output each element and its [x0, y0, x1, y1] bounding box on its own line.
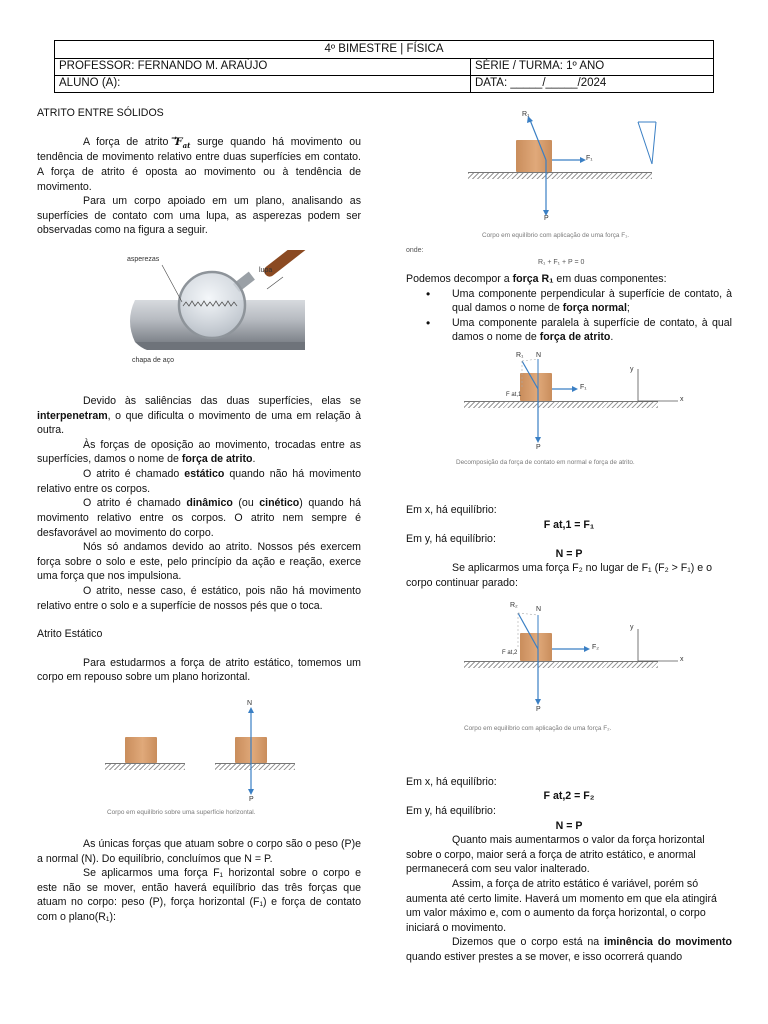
- label-x-fig5: x: [680, 655, 684, 663]
- paragraph-decompor: Podemos decompor a força R₁ em duas componentes:: [406, 273, 667, 285]
- label-N: N: [247, 700, 253, 707]
- force-arrows-fig4: [406, 351, 732, 491]
- header-row-teacher: [55, 58, 713, 75]
- subsection-title: Atrito Estático: [37, 628, 103, 641]
- paragraph-iminencia: Dizemos que o corpo está na iminência do movimento quando estiver prestes a se mover, e isso ocorrerá quando: [406, 936, 732, 964]
- label-asperezas: asperezas: [127, 256, 160, 264]
- label-R1-fig4: R₁: [516, 352, 524, 360]
- label-y-fig4: y: [630, 366, 634, 374]
- list-item: • Uma componente paralela à superfície de contato, à qual damos o nome de força de atrito.: [426, 316, 732, 345]
- force-arrows-fig2: [37, 699, 361, 819]
- figure-decomposition: [406, 351, 732, 491]
- paragraph-dinamico: O atrito é chamado dinâmico (ou cinético) quando há movimento relativo entre os corpos. O atrito nem sempre é desfavorável ao movimento do corpo.: [37, 497, 361, 539]
- header-title: 4º BIMESTRE | FÍSICA: [324, 42, 444, 55]
- paragraph-saliencias: Devido às saliências das duas superfícies, elas se interpenetram, o que dificulta o movimento de uma em relação à outra.: [37, 395, 361, 437]
- label-lupa: lupa: [259, 267, 273, 275]
- label-onde: onde:: [406, 247, 424, 254]
- label-chapa: chapa de aço: [132, 357, 175, 365]
- figure-equilibrium-F2: [406, 601, 732, 757]
- paragraph-estatico-pes: O atrito, nesse caso, é estático, pois não há movimento relativo entre o solo e a superfície de nossos pés que o toca.: [37, 584, 361, 612]
- label-N-fig4: N: [536, 352, 542, 360]
- components-list: [426, 287, 732, 345]
- text-equilibrio-x-2: Em x, há equilíbrio:: [406, 775, 497, 788]
- label-P-fig4: P: [536, 444, 541, 452]
- figure-blocks-equilibrium: [37, 699, 361, 819]
- equation-fig3: R₁ + F₁ + P = 0: [538, 259, 585, 266]
- section-title: ATRITO ENTRE SÓLIDOS: [37, 107, 164, 119]
- equation-fat1: F at,1 = F₁: [543, 518, 595, 531]
- equation-fat2: F at,2 = F₂: [543, 790, 595, 803]
- label-P-fig3: P: [544, 215, 549, 222]
- label-Fat1: F at,1: [506, 392, 522, 399]
- caption-fig5: Corpo em equilíbrio com aplicação de uma força F₂.: [464, 724, 612, 732]
- student-cell: ALUNO (A):: [55, 76, 471, 92]
- force-arrows-fig3: [406, 108, 732, 268]
- teacher-cell: PROFESSOR: FERNANDO M. ARAÚJO: [55, 59, 471, 75]
- left-column: [37, 106, 361, 925]
- paragraph-intro: A força de atrito $F_{at}$ surge quando há movimento ou tendência de movimento relativo entre duas superfícies em contato. A força de atrito é oposta ao movimento ou à tendência de movimento.: [37, 135, 361, 193]
- magnifier-illustration: [37, 250, 361, 376]
- paragraph-variavel: Assim, a força de atrito estático é variável, porém só aumenta até certo limite. Haverá um momento em que ela atingirá um valor máximo e, com o aumento da força horizontal, o corpo iniciará o movimento.: [406, 877, 717, 934]
- caption-fig4: Decomposição da força de contato em normal e força de atrito.: [456, 459, 635, 467]
- text-equilibrio-y-1: Em y, há equilíbrio:: [406, 533, 496, 546]
- label-R2: R₂: [510, 601, 518, 609]
- paragraph-forca-F1: Se aplicarmos uma força F₁ horizontal sobre o corpo e este não se mover, então haverá equilíbrio das três forças que atuam no corpo: peso (P), força horizontal (F₁) e força de contato com o plano(R₁):: [37, 867, 361, 924]
- caption-fig2: Corpo em equilíbrio sobre uma superfície horizontal.: [107, 809, 256, 816]
- equation-N-P-1: N = P: [555, 547, 583, 560]
- header-title-row: [55, 41, 713, 58]
- paragraph-forca-atrito: Às forças de oposição ao movimento, trocadas entre as superfícies, damos o nome de força de atrito.: [37, 438, 361, 466]
- label-R1: R₁: [522, 111, 530, 118]
- list-item: • Uma componente perpendicular à superfície de contato, à qual damos o nome de força normal;: [426, 287, 732, 316]
- paragraph-andamos: Nós só andamos devido ao atrito. Nossos pés exercem força sobre o solo e este, pelo princípio da ação e reação, exerce uma força que nos impulsiona.: [37, 541, 361, 583]
- grade-cell: SÉRIE / TURMA: 1º ANO: [475, 60, 605, 73]
- figure-magnifier: [37, 250, 361, 376]
- header-table: [54, 40, 714, 93]
- paragraph-estatico: O atrito é chamado estático quando não há movimento relativo entre os corpos.: [37, 468, 361, 495]
- paragraph-peso-normal: As únicas forças que atuam sobre o corpo são o peso (P)e a normal (N). Do equilíbrio, concluímos que N = P.: [37, 838, 361, 865]
- text-equilibrio-x-1: Em x, há equilíbrio:: [406, 504, 497, 517]
- label-Fat2: F at,2: [502, 649, 518, 656]
- right-column: [406, 108, 732, 965]
- equation-N-P-2: N = P: [555, 819, 583, 832]
- label-P-fig5: P: [536, 705, 541, 713]
- header-row-student: [55, 75, 713, 92]
- paragraph-repouso: Para estudarmos a força de atrito estático, tomemos um corpo em repouso sobre um plano horizontal.: [37, 656, 361, 684]
- label-F2: F₂: [592, 643, 599, 651]
- paragraph-F2: Se aplicarmos uma força F₂ no lugar de F₁ (F₂ > F₁) e o corpo continuar parado:: [406, 562, 713, 590]
- paragraph-lupa: Para um corpo apoiado em um plano, analisando as superfícies de contato com uma lupa, as asperezas podem ser observadas como na figura a seguir.: [37, 195, 361, 237]
- label-y-fig5: y: [630, 623, 634, 631]
- fat-symbol: $F_{at}$: [175, 135, 191, 150]
- label-x-fig4: x: [680, 396, 684, 404]
- caption-fig3: Corpo em equilíbrio com aplicação de uma força F₁.: [482, 232, 630, 239]
- label-N-fig5: N: [536, 605, 542, 613]
- label-P: P: [249, 796, 254, 803]
- figure-equilibrium-F1: [406, 108, 732, 268]
- label-F1: F₁: [586, 155, 593, 162]
- label-F1-fig4: F₁: [580, 384, 587, 392]
- paragraph-aumentar: Quanto mais aumentarmos o valor da força horizontal sobre o corpo, maior será a força de atrito estático, e anormal permanecerá com seu valor inalterado.: [406, 834, 705, 876]
- date-cell: DATA: _____/_____/2024: [475, 77, 607, 90]
- text-equilibrio-y-2: Em y, há equilíbrio:: [406, 804, 496, 817]
